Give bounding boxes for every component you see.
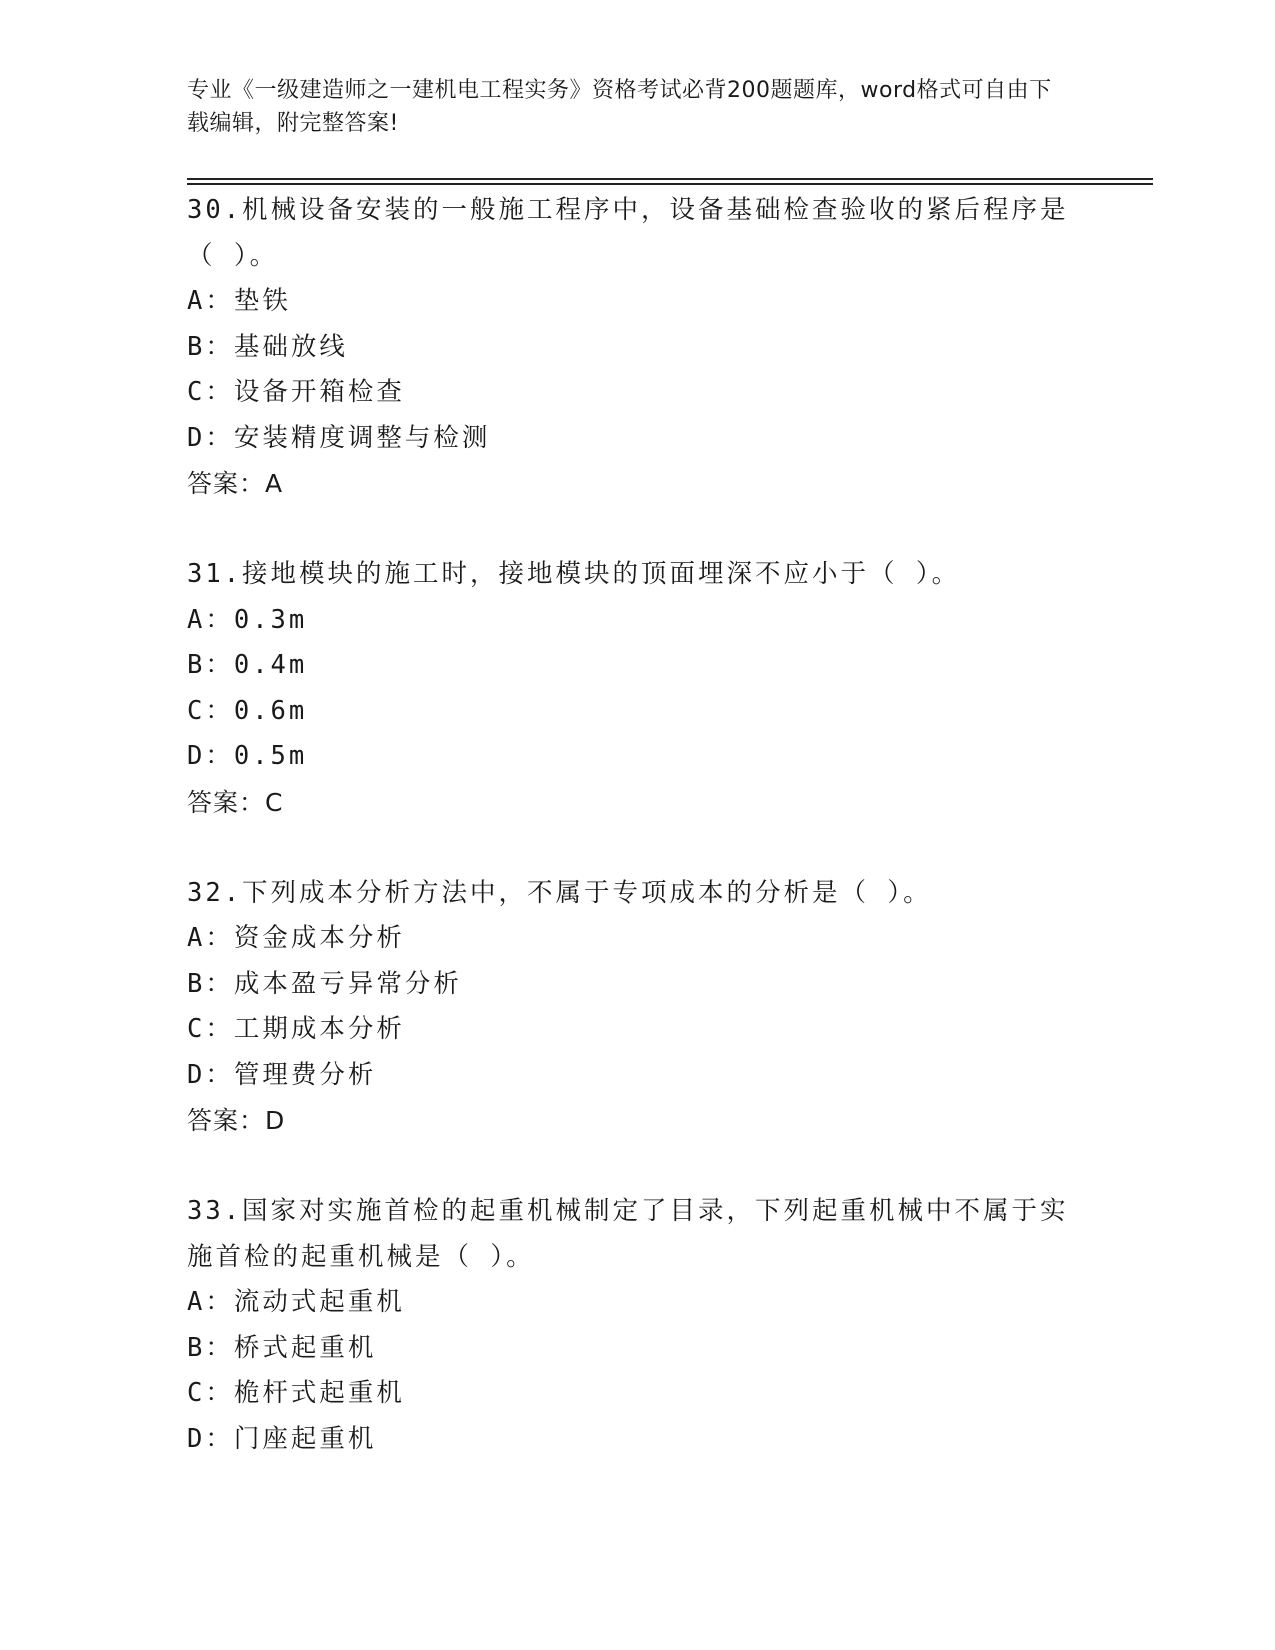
answer: 答案：C bbox=[187, 787, 284, 817]
document-header: 专业《一级建造师之一建机电工程实务》资格考试必背200题题库，word格式可自由下载编辑，附完整答案! bbox=[187, 78, 1052, 136]
option-b: B：桥式起重机 bbox=[187, 1332, 377, 1363]
question-33 bbox=[187, 1189, 1087, 1462]
option-b: B：成本盈亏异常分析 bbox=[187, 968, 462, 999]
question-stem: 31.接地模块的施工时，接地模块的顶面埋深不应小于（ ）。 bbox=[187, 559, 961, 589]
question-stem: 33.国家对实施首检的起重机械制定了目录，下列起重机械中不属于实施首检的起重机械是（ ）。 bbox=[187, 1196, 1069, 1272]
option-c: C：桅杆式起重机 bbox=[187, 1378, 405, 1408]
header-divider-top bbox=[187, 178, 1153, 180]
option-c: C：工期成本分析 bbox=[187, 1014, 405, 1044]
question-stem: 32.下列成本分析方法中，不属于专项成本的分析是（ ）。 bbox=[187, 877, 932, 908]
option-a: A：流动式起重机 bbox=[187, 1287, 405, 1317]
question-30 bbox=[187, 188, 1087, 506]
option-a: A：垫铁 bbox=[187, 286, 291, 316]
option-b: B：0.4m bbox=[187, 650, 308, 680]
header-divider-bottom bbox=[187, 183, 1153, 185]
option-d: D：管理费分析 bbox=[187, 1059, 377, 1090]
option-d: D：安装精度调整与检测 bbox=[187, 422, 491, 453]
question-list bbox=[187, 188, 1087, 1508]
question-32 bbox=[187, 871, 1087, 1144]
question-stem: 30.机械设备安装的一般施工程序中，设备基础检查验收的紧后程序是（ ）。 bbox=[187, 195, 1069, 271]
question-31 bbox=[187, 552, 1087, 825]
option-a: A：0.3m bbox=[187, 604, 308, 635]
option-d: D：门座起重机 bbox=[187, 1423, 377, 1454]
option-c: C：0.6m bbox=[187, 695, 308, 726]
option-d: D：0.5m bbox=[187, 741, 308, 771]
answer: 答案：A bbox=[187, 469, 284, 498]
option-b: B：基础放线 bbox=[187, 331, 348, 362]
answer: 答案：D bbox=[187, 1106, 286, 1135]
option-a: A：资金成本分析 bbox=[187, 923, 405, 953]
option-c: C：设备开箱检查 bbox=[187, 377, 405, 407]
